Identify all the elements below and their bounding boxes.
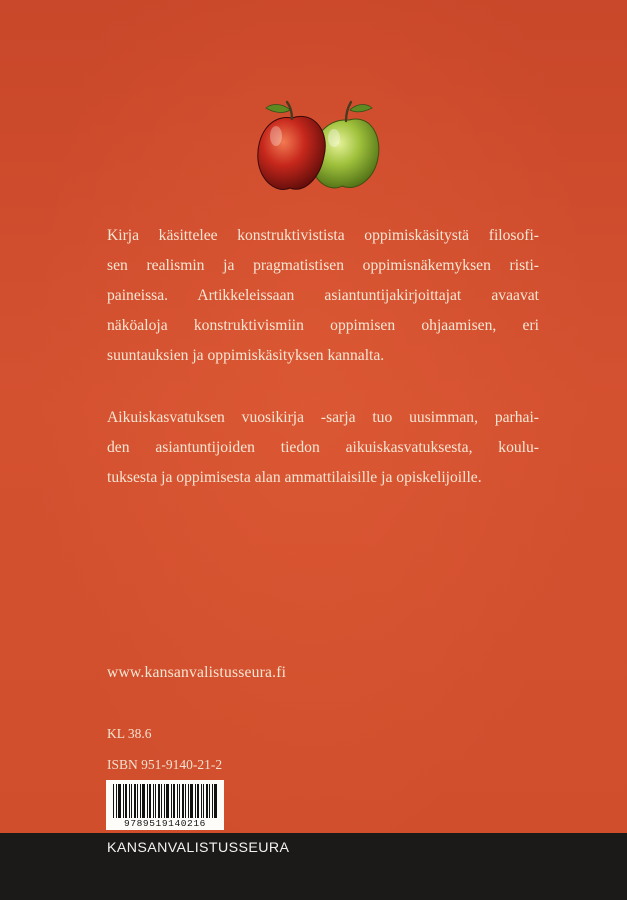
barcode-bar [155, 784, 156, 818]
red-apple-icon [258, 102, 325, 190]
barcode-bar [137, 784, 138, 818]
barcode-bar [118, 784, 121, 818]
barcode-bar [158, 784, 160, 818]
barcode-bar [153, 784, 154, 818]
barcode-bar [214, 784, 217, 818]
barcode-bar [197, 784, 199, 818]
publisher-footer-band [0, 833, 627, 900]
series-line: Aikuiskasvatuksen vuosikirja -sarja tuo uusimman, parhai- [107, 409, 539, 426]
barcode-bar [190, 784, 193, 818]
barcode-bars [112, 784, 218, 818]
description-paragraph [107, 221, 539, 371]
apples-illustration [254, 98, 384, 198]
barcode-bar [206, 784, 208, 818]
barcode-bar [212, 784, 213, 818]
website-url: www.kansanvalistusseura.fi [107, 664, 287, 681]
publisher-name: KANSANVALISTUSSEURA [107, 840, 290, 856]
barcode-digits: 9789519140216 [124, 818, 206, 829]
barcode-bar [201, 784, 202, 818]
barcode-bar [177, 784, 178, 818]
barcode-bar [195, 784, 196, 818]
barcode-bar [188, 784, 189, 818]
barcode-bar [147, 784, 148, 818]
description-line: paineissa. Artikkeleissaan asiantuntijakirjoittajat avaavat [107, 287, 539, 304]
description-line: näköaloja konstruktivismiin oppimisen ohjaamisen, eri [107, 317, 539, 334]
series-paragraph [107, 403, 539, 493]
barcode-bar [179, 784, 180, 818]
barcode-bar [123, 784, 124, 818]
isbn-number: ISBN 951-9140-21-2 [107, 757, 223, 772]
barcode-bar [134, 784, 136, 818]
barcode-bar [164, 784, 165, 818]
barcode-bar [116, 784, 117, 818]
barcode-bar [209, 784, 210, 818]
barcode-bar [203, 784, 204, 818]
barcode-bar [129, 784, 130, 818]
barcode-bar [166, 784, 169, 818]
barcode-bar [161, 784, 162, 818]
description-line: suuntauksien ja oppimiskäsityksen kannalta. [107, 347, 385, 364]
barcode-bar [182, 784, 184, 818]
barcode-bar [149, 784, 151, 818]
description-line: Kirja käsittelee konstruktivistista oppimiskäsitystä filosofi- [107, 227, 539, 244]
barcode-bar [171, 784, 172, 818]
barcode-bar [140, 784, 141, 818]
library-classification: KL 38.6 [107, 726, 152, 741]
barcode-bar [131, 784, 132, 818]
barcode-bar [142, 784, 145, 818]
barcode-bar [185, 784, 186, 818]
series-line: tuksesta ja oppimisesta alan ammattilaisille ja opiskelijoille. [107, 469, 482, 486]
barcode-bar [113, 784, 114, 818]
barcode-bar [173, 784, 175, 818]
series-line: den asiantuntijoiden tiedon aikuiskasvatuksesta, koulu- [107, 439, 539, 456]
barcode [106, 780, 224, 830]
description-line: sen realismin ja pragmatistisen oppimisnäkemyksen risti- [107, 257, 539, 274]
barcode-bar [125, 784, 127, 818]
